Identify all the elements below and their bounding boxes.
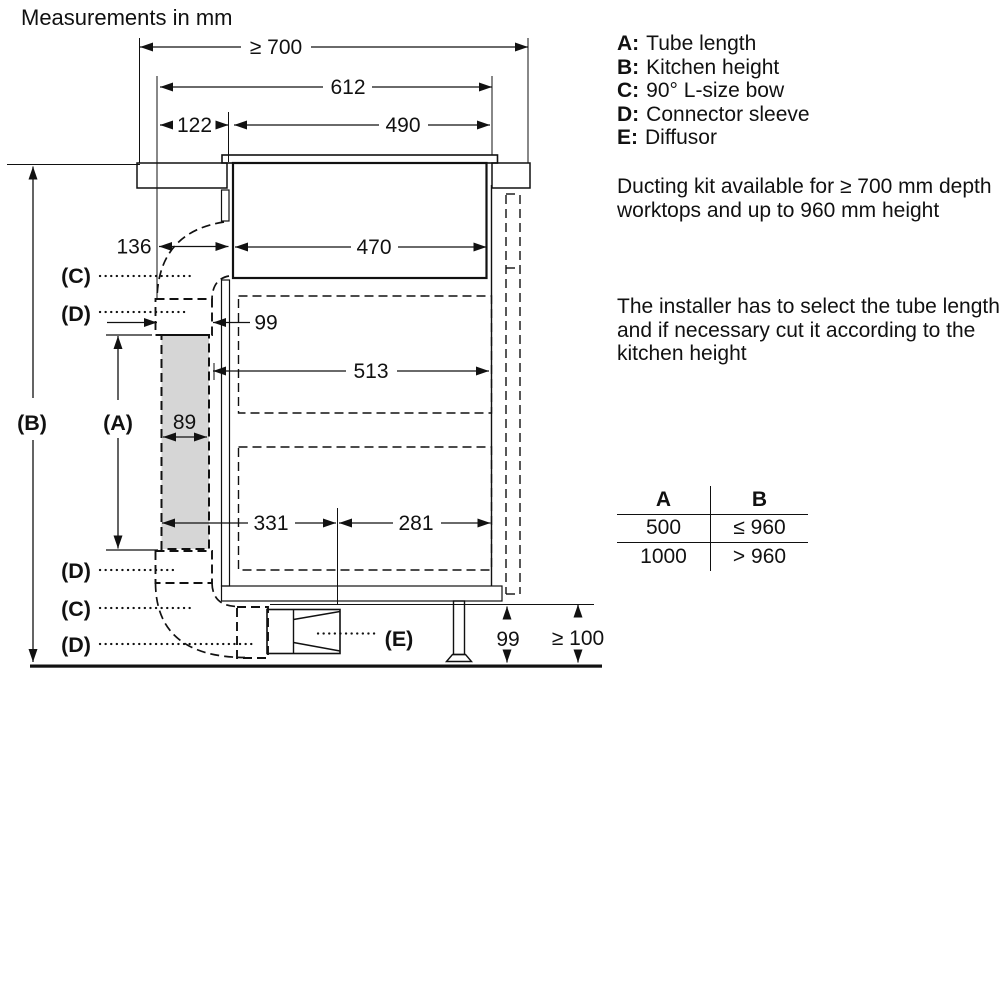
table-cell: 500 [617,515,711,544]
note-ducting-kit: Ducting kit available for ≥ 700 mm depth worktops and up to 960 mm height [617,175,992,222]
label-e: (E) [384,627,414,651]
legend-item-d [617,103,810,127]
dim-612: 612 [330,76,366,99]
dim-470: 470 [356,236,392,259]
legend-label: 90° L-size bow [646,79,785,102]
legend-label: Diffusor [645,126,717,149]
table-cell: 1000 [617,543,711,571]
duct-stub [222,190,230,221]
legend-item-e [617,126,810,150]
table-cell: > 960 [732,544,787,568]
l-bow-bottom [156,583,246,658]
legend-item-a [617,32,810,56]
legend-key: B: [617,55,640,79]
dim-331: 331 [253,512,289,535]
connector-sleeve-horizontal [237,607,268,658]
connector-sleeve-top [156,299,213,335]
dim-89: 89 [172,411,197,434]
worktop [137,163,530,188]
table-header-a: A [617,486,711,515]
label-c-bottom: (C) [61,597,91,621]
table-cell: ≤ 960 [711,515,808,544]
dim-122: 122 [176,114,213,137]
dim-clearance-min: ≥ 100 [551,627,605,650]
label-b: (B) [17,411,47,435]
page-title: Measurements in mm [21,5,233,30]
legend-label: Connector sleeve [646,102,810,126]
legend-key: D: [617,102,640,126]
tube-length-table [617,486,808,571]
note-installer: The installer has to select the tube length and if necessary cut it according to the kitchen height [617,295,1000,365]
legend-item-b [617,56,810,80]
l-bow-top [157,222,229,299]
label-d-bottom: (D) [61,633,91,657]
cabinet-floor [222,586,503,601]
connector-sleeve-bottom [156,551,213,583]
dim-513: 513 [353,360,389,383]
legend-item-c [617,79,810,103]
dim-99-sleeve: 99 [254,311,278,335]
dim-136: 136 [116,235,152,259]
label-d-mid: (D) [61,559,91,583]
diffusor [267,610,340,654]
cabinet-foot [447,601,472,662]
label-a: (A) [103,411,133,435]
tube [162,335,210,549]
label-c-top: (C) [61,264,91,288]
dim-99-diffusor: 99 [496,628,520,651]
legend-label: Tube length [646,32,757,55]
rear-duct-channel [506,194,520,594]
legend-key: E: [617,126,638,149]
legend-label: Kitchen height [646,55,780,79]
table-header-b: B [711,486,808,515]
dim-depth-min: ≥ 700 [249,36,303,59]
label-d-top: (D) [61,302,91,326]
legend [617,32,810,150]
dim-490: 490 [385,114,421,137]
floor-line [30,665,602,668]
legend-key: C: [617,79,640,102]
dim-281: 281 [398,512,434,535]
cabinet-box-lower [239,447,492,570]
legend-key: A: [617,32,640,55]
hob [222,155,498,278]
cabinet-left-wall [222,280,230,586]
